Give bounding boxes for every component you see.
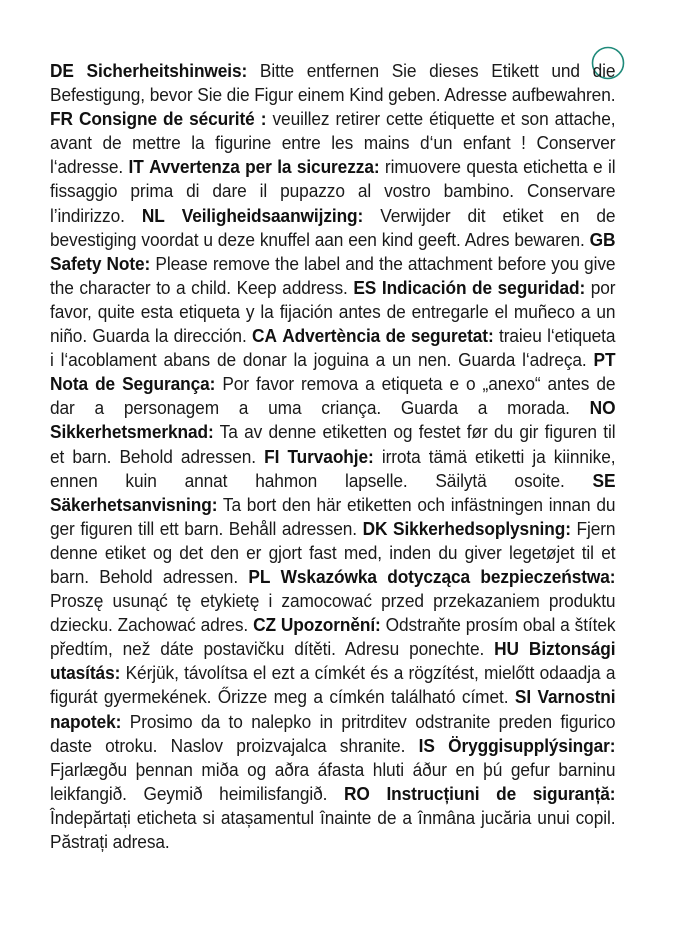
section-body: Por favor remova a etiqueta e o „anexo“ antes de dar a personagem a uma criança. Guarda a morada. xyxy=(50,373,616,419)
section-heading: Veiligheidsaanwijzing: xyxy=(181,204,364,226)
section-heading: Consigne de sécurité : xyxy=(78,108,267,130)
section-code: FR xyxy=(50,108,73,130)
section-heading: Biztonsági utasítás: xyxy=(50,638,616,684)
section-code: HU xyxy=(494,638,519,660)
section-body: por favor, quite esta etiqueta y la fijación antes de entregarle el muñeco a un niño. Guarda la dirección. xyxy=(50,276,616,347)
section-body: Kérjük, távolítsa el ezt a címkét és a rögzítést, mielőtt odaadja a figurát gyermekének. Őrizze meg a címkén található címet. xyxy=(50,662,616,708)
section-heading: Upozornění: xyxy=(280,614,381,636)
section-body: Bitte entfernen Sie dieses Etikett und die Befestigung, bevor Sie die Figur einem Kind geben. Adresse aufbewahren. xyxy=(50,60,616,106)
section-code: NO xyxy=(589,397,616,419)
section-heading: Säkerhetsanvisning: xyxy=(50,493,218,515)
section-code: ES xyxy=(353,276,377,298)
section-body: Îndepărtați eticheta si atașamentul înainte de a înmâna jucăria unui copil. Păstrați adresa. xyxy=(50,806,616,852)
section-heading: Wskazówka dotycząca bezpieczeństwa: xyxy=(280,565,616,587)
section-code: PL xyxy=(248,565,271,587)
section-body: Verwijder dit etiket en de bevestiging voordat u deze knuffel aan een kind geeft. Adres bewaren. xyxy=(50,204,616,250)
section-body: Fjarlægðu þennan miða og aðra áfasta hluti áður en þú gefur barninu leikfangið. Geymið heimilisfangið. xyxy=(50,758,616,804)
section-code: CZ xyxy=(253,614,276,636)
section-body: Prosimo da to nalepko in pritrditev odstranite preden figurico daste otroku. Naslov proizvajalca shranite. xyxy=(50,710,616,756)
section-body: irrota tämä etiketti ja kiinnike, ennen kuin annat hahmon lapselle. Säilytä osoite. xyxy=(50,445,616,491)
section-code: SE xyxy=(592,469,616,491)
section-heading: Safety Note: xyxy=(50,252,151,274)
section-code: DK xyxy=(362,517,388,539)
section-body: Please remove the label and the attachment before you give the character to a child. Keep address. xyxy=(50,252,616,298)
section-heading: Varnostni napotek: xyxy=(50,686,616,732)
section-heading: Turvaohje: xyxy=(287,445,374,467)
section-heading: Nota de Segurança: xyxy=(50,373,216,395)
section-heading: Instrucțiuni de siguranță: xyxy=(386,782,616,804)
section-code: DE xyxy=(50,60,74,81)
section-heading: Sikkerhetsmerknad: xyxy=(50,421,214,443)
section-heading: Avvertenza per la sicurezza: xyxy=(149,156,380,178)
section-code: NL xyxy=(141,204,165,226)
section-body: traieu l‘etiqueta i l‘acoblament abans de donar la joguina a un nen. Guarda l‘adreça. xyxy=(50,325,616,371)
section-heading: Sicherheitshinweis: xyxy=(86,60,248,81)
section-de xyxy=(50,60,615,105)
section-body: Fjern denne etiket og det den er gjort fast med, inden du giver legetøjet til et barn. Behold adressen. xyxy=(50,517,616,587)
section-code: IT xyxy=(128,156,144,178)
section-body: Ta av denne etiketten og festet før du gir figuren til et barn. Behold adressen. xyxy=(50,421,616,467)
section-code: GB xyxy=(589,228,616,250)
section-code: CA xyxy=(252,325,277,347)
safety-warning-text xyxy=(50,59,615,854)
section-heading: Sikkerhedsoplysning: xyxy=(393,517,571,539)
section-body: veuillez retirer cette étiquette et son attache, avant de mettre la figurine entre les mains d‘un enfant ! Conserver l‘adresse. xyxy=(50,108,616,178)
section-heading: Advertència de seguretat: xyxy=(282,325,494,347)
section-code: FI xyxy=(264,445,280,467)
section-nl xyxy=(50,205,615,250)
section-body: Ta bort den här etiketten och infästningen innan du ger figuren till ett barn. Behåll adressen. xyxy=(50,493,616,539)
section-code: PT xyxy=(593,349,616,371)
section-body: Proszę usunąć tę etykietę i zamocować przed przekazaniem produktu dziecku. Zachować adres. xyxy=(50,590,616,636)
section-code: SI xyxy=(514,686,532,708)
section-body: rimuovere questa etichetta e il fissaggio prima di dare il pupazzo al vostro bambino. Conservare l’indirizzo. xyxy=(50,156,616,226)
section-body: Odstraňte prosím obal a štítek předtím, než dáte postavičku dítěti. Adresu ponechte. xyxy=(50,614,616,660)
section-code: IS xyxy=(418,734,435,756)
section-heading: Öryggisupplýsingar: xyxy=(448,734,616,756)
section-code: RO xyxy=(344,782,370,804)
section-heading: Indicación de seguridad: xyxy=(381,276,586,298)
